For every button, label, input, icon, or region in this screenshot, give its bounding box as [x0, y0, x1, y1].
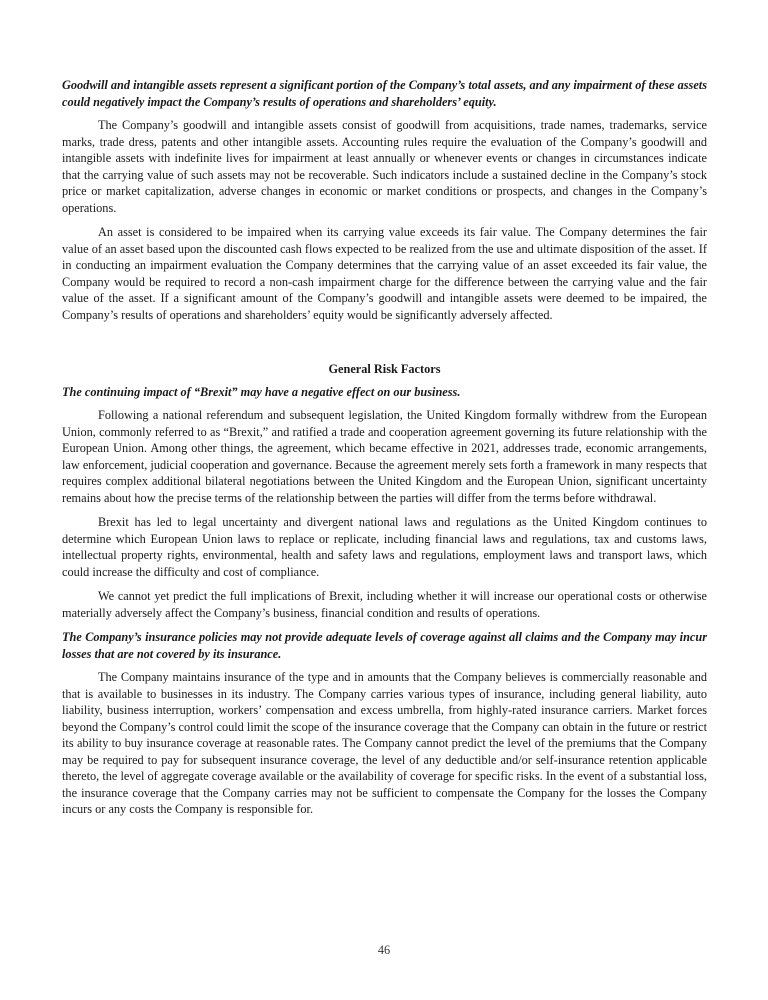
risk-factor-brexit — [62, 384, 707, 622]
page-number: 46 — [377, 943, 391, 957]
body-paragraph: The Company maintains insurance of the type and in amounts that the Company believes is commercially reasonable and that is available to businesses in its industry. The Company carries various types of insurance, including general liability, auto liability, business interruption, workers’ compensation and excess umbrella, from highly-rated insurance carriers. Market forces beyond the Company’s control could limit the scope of the insurance coverage that the Company can obtain in the future or restrict its ability to buy insurance coverage at reasonable rates. The Company cannot predict the level of the premiums that the Company may be required to pay for subsequent insurance coverage, the level of any deductible and/or self-insurance retention applicable thereto, the level of aggregate coverage available or the availability of coverage for specific risks. In the event of a substantial loss, the insurance coverage that the Company carries may not be sufficient to compensate the Company for the losses the Company incurs or any costs the Company is responsible for. — [62, 670, 707, 816]
risk-factor-heading: Goodwill and intangible assets represent a significant portion of the Company’s total assets, and any impairment of these assets could negatively impact the Company’s results of operations and shareholders’ equity. — [62, 78, 707, 109]
document-page — [62, 77, 707, 826]
section-title: General Risk Factors — [328, 362, 441, 376]
body-paragraph: We cannot yet predict the full implications of Brexit, including whether it will increase our operational costs or otherwise materially adversely affect the Company’s business, financial condition and results of operations. — [62, 589, 707, 620]
body-paragraph: Following a national referendum and subsequent legislation, the United Kingdom formally withdrew from the European Union, commonly referred to as “Brexit,” and ratified a trade and cooperation agreement governing its future relationship with the European Union. Among other things, the agreement, which became effective in 2021, addresses trade, economic arrangements, law enforcement, judicial cooperation and governance. Because the agreement merely sets forth a framework in many respects that requires complex additional bilateral negotiations between the United Kingdom and the European Union, significant uncertainty remains about how the precise terms of the relationship between the parties will differ from the terms before withdrawal. — [62, 408, 707, 505]
risk-factor-goodwill — [62, 77, 707, 323]
body-paragraph: The Company’s goodwill and intangible assets consist of goodwill from acquisitions, trade names, trademarks, service marks, trade dress, patents and other intangible assets. Accounting rules require the evaluation of the Company’s goodwill and intangible assets with indefinite lives for impairment at least annually or whenever events or changes in circumstances indicate that the carrying value of such assets may not be recoverable. Such indicators include a sustained decline in the Company’s stock price or market capitalization, adverse changes in economic or market conditions or prospects, and changes in the Company’s operations. — [62, 118, 707, 215]
risk-factor-heading: The continuing impact of “Brexit” may have a negative effect on our business. — [62, 384, 461, 399]
body-paragraph: Brexit has led to legal uncertainty and divergent national laws and regulations as the United Kingdom continues to determine which European Union laws to replace or replicate, including financial laws and regulations, tax and customs laws, intellectual property rights, environmental, health and safety laws and regulations, employment laws and transport laws, which could increase the difficulty and cost of compliance. — [62, 515, 707, 579]
risk-factor-insurance — [62, 629, 707, 818]
body-paragraph: An asset is considered to be impaired when its carrying value exceeds its fair value. The Company determines the fair value of an asset based upon the discounted cash flows expected to be realized from the use and ultimate disposition of the asset. If in conducting an impairment evaluation the Company determines that the carrying value of an asset exceeded its fair value, the Company would be required to record a non-cash impairment charge for the difference between the carrying value and the fair value of the asset. If a significant amount of the Company’s goodwill and intangible assets were deemed to be impaired, the Company’s results of operations and shareholders’ equity would be significantly adversely affected. — [62, 225, 707, 322]
risk-factor-heading: The Company’s insurance policies may not provide adequate levels of coverage against all claims and the Company may incur losses that are not covered by its insurance. — [62, 630, 707, 661]
